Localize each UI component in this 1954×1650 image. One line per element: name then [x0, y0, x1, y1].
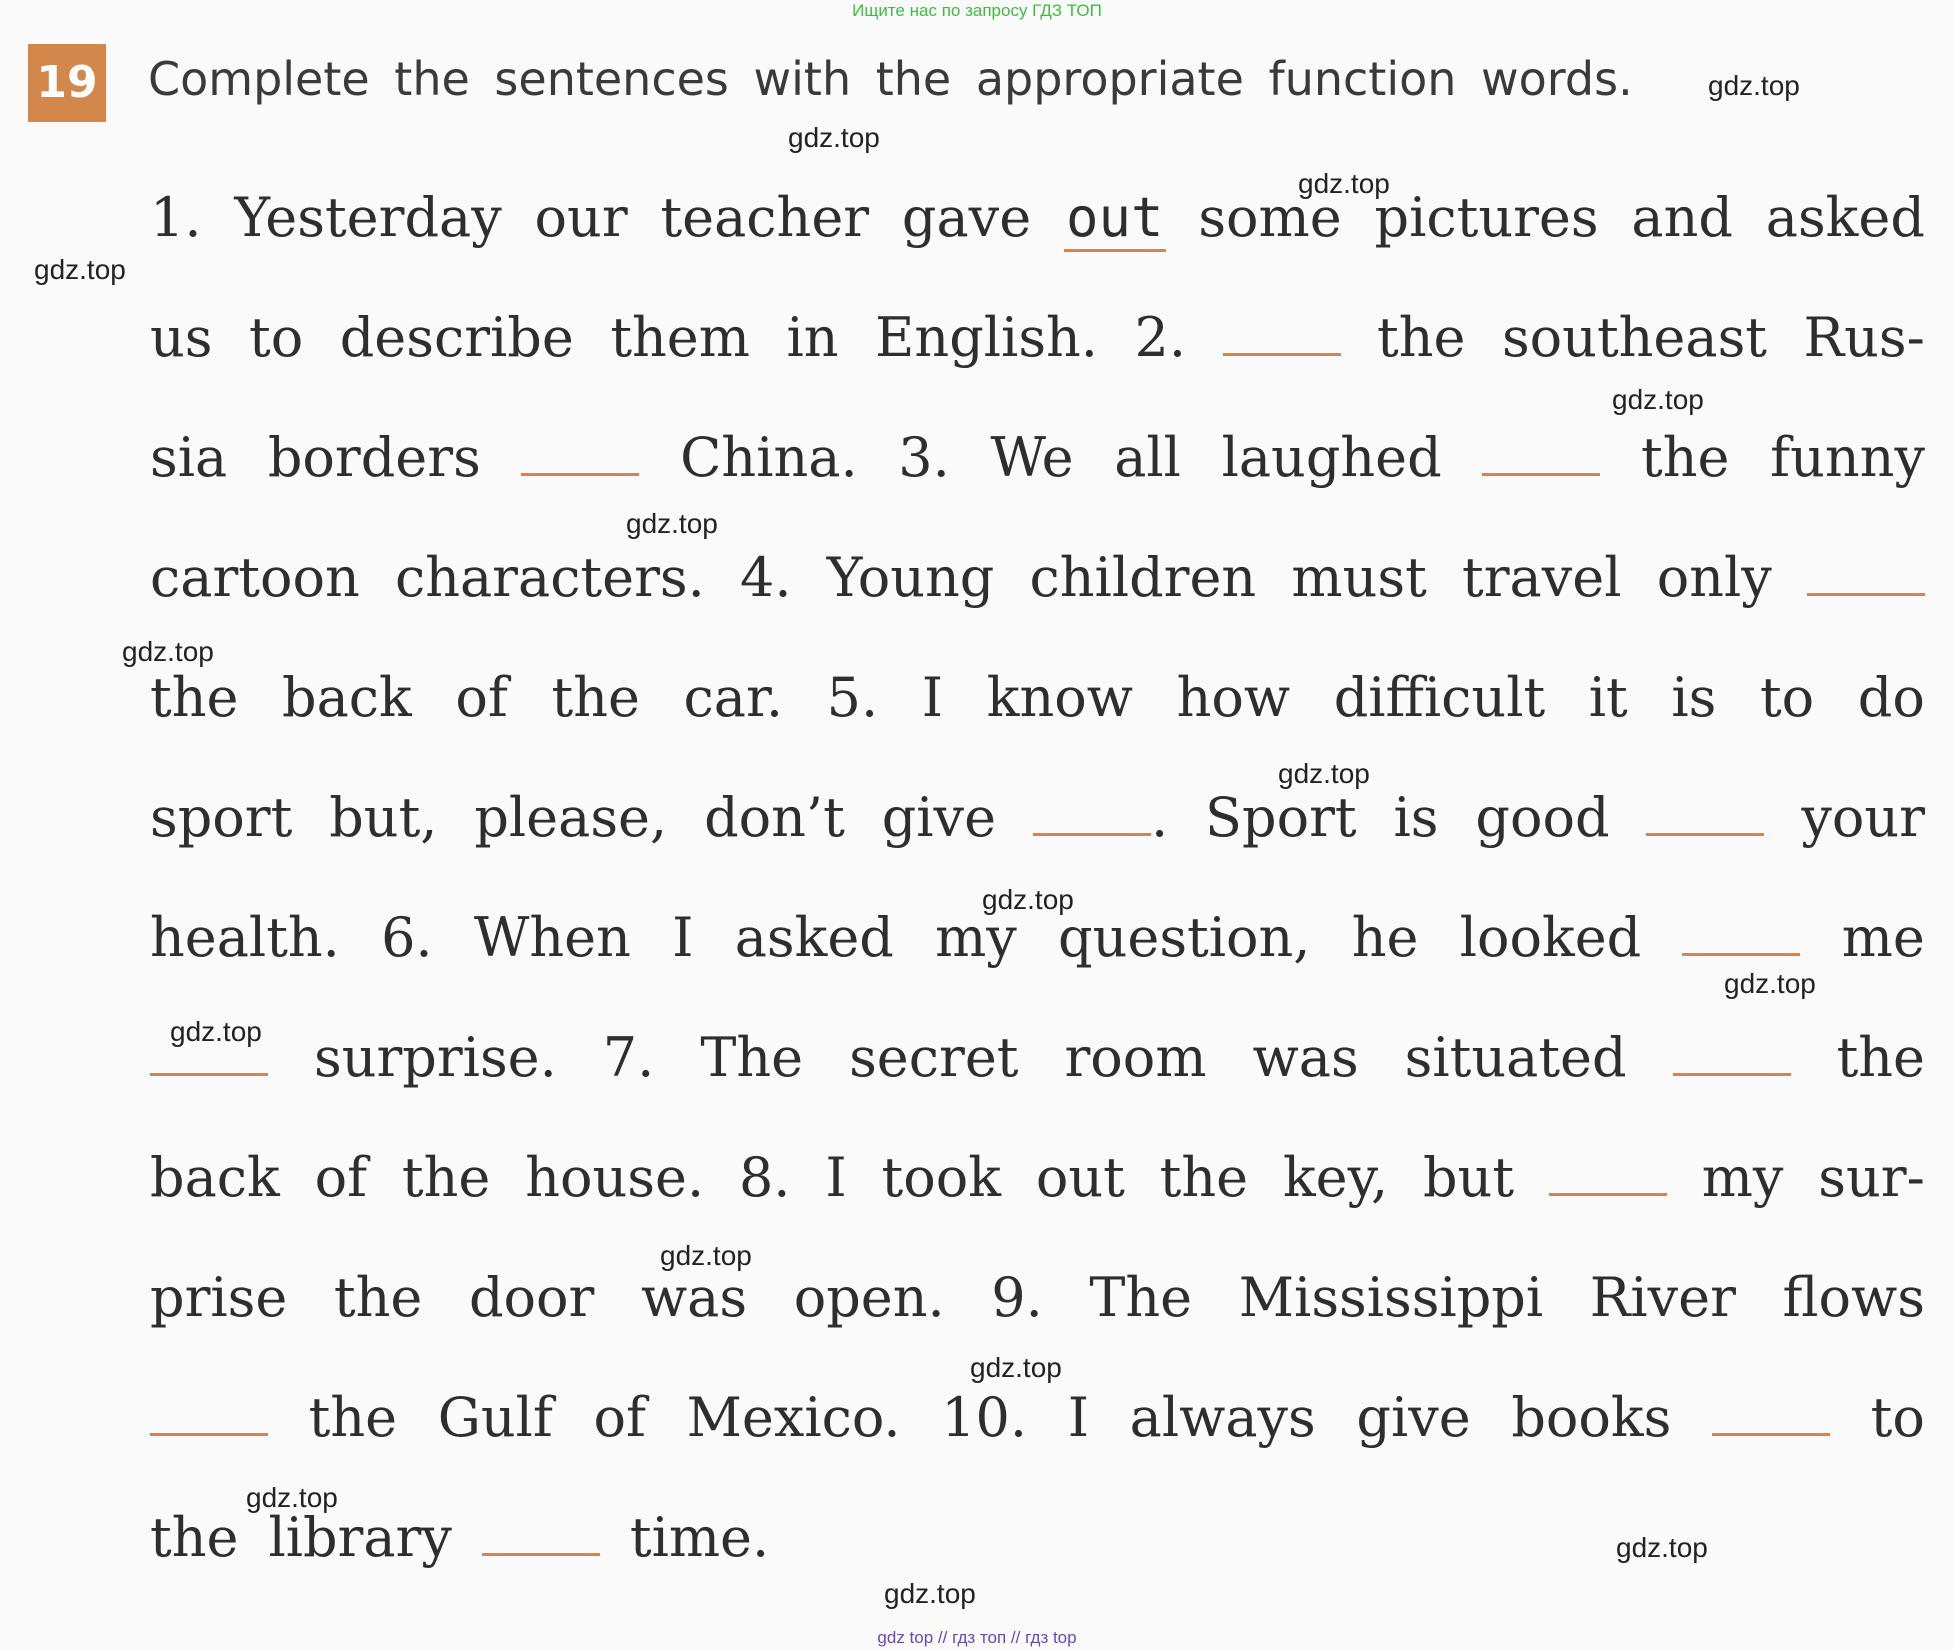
answer-blank: [1482, 426, 1600, 489]
watermark: gdz.top: [1616, 1532, 1708, 1563]
blank-underline: [150, 1053, 268, 1076]
word: took: [881, 1146, 1001, 1209]
watermark: gdz.top: [122, 636, 214, 667]
word: 6.: [381, 906, 433, 969]
word: only: [1656, 546, 1772, 609]
word: to: [1870, 1386, 1925, 1449]
answer-blank: [1549, 1146, 1667, 1209]
word: sia: [150, 426, 228, 489]
text-line: [150, 306, 1925, 369]
word: Mexico.: [686, 1386, 901, 1449]
watermark: gdz.top: [1298, 168, 1390, 199]
text-line: [150, 1266, 1925, 1329]
word: sur-: [1818, 1146, 1925, 1209]
word: is: [1393, 786, 1439, 849]
watermark: gdz.top: [1724, 968, 1816, 999]
header-banner[interactable]: Ищите нас по запросу ГДЗ ТОП: [852, 1, 1102, 20]
word: asked: [1765, 186, 1925, 249]
word: car.: [683, 666, 784, 729]
text-line: [150, 666, 1925, 729]
blank-underline: [1646, 813, 1764, 836]
word: time.: [629, 1506, 770, 1569]
word: the: [1641, 426, 1730, 489]
word: some: [1198, 186, 1342, 249]
word: the: [333, 1266, 423, 1329]
word: When: [473, 906, 631, 969]
word: the: [1159, 1146, 1249, 1209]
word: of: [455, 666, 508, 729]
word: I: [1067, 1386, 1090, 1449]
word: me: [1841, 906, 1925, 969]
word: 2.: [1134, 306, 1187, 369]
word: China.: [680, 426, 858, 489]
word: open.: [793, 1266, 945, 1329]
word: English.: [875, 306, 1098, 369]
word: 9.: [991, 1266, 1043, 1329]
word: health.: [150, 906, 340, 969]
word: teacher: [660, 186, 870, 249]
word: your: [1801, 786, 1925, 849]
word: Sport: [1205, 786, 1357, 849]
answer-blank: [482, 1506, 600, 1569]
word: Yesterday: [234, 186, 502, 249]
word: was: [1252, 1026, 1359, 1089]
word: travel: [1462, 546, 1622, 609]
word: all: [1114, 426, 1181, 489]
watermark: gdz.top: [170, 1016, 262, 1047]
word: us: [150, 306, 213, 369]
word: always: [1129, 1386, 1316, 1449]
task-number-badge: 19: [28, 44, 106, 122]
word: Mississippi: [1238, 1266, 1544, 1329]
word: library: [268, 1506, 452, 1569]
word: I: [825, 1146, 847, 1209]
text-line: [150, 786, 1925, 849]
word: but,: [329, 786, 438, 849]
watermark: gdz.top: [34, 254, 126, 285]
word: situated: [1404, 1026, 1627, 1089]
word: 10.: [941, 1386, 1028, 1449]
answer-blank: [1682, 906, 1800, 969]
blank-underline: [1033, 813, 1151, 836]
word: question,: [1058, 906, 1311, 969]
word: do: [1857, 666, 1925, 729]
word: southeast: [1501, 306, 1767, 369]
word: but: [1422, 1146, 1515, 1209]
word: The: [700, 1026, 804, 1089]
word: give: [881, 786, 997, 849]
word: books: [1511, 1386, 1672, 1449]
word: must: [1291, 546, 1427, 609]
answer-blank: [1712, 1386, 1830, 1449]
word: looked: [1459, 906, 1642, 969]
word: funny: [1770, 426, 1925, 489]
blank-underline: [1807, 573, 1925, 596]
watermark: gdz.top: [884, 1578, 976, 1609]
watermark: gdz.top: [970, 1352, 1062, 1383]
word: and: [1631, 186, 1733, 249]
blank-underline: [521, 453, 639, 476]
blank-underline: [1549, 1173, 1667, 1196]
text-line: [150, 1026, 1925, 1089]
word: secret: [849, 1026, 1019, 1089]
instruction-heading: Complete the sentences with the appropriate function words.: [148, 52, 1633, 106]
word: to: [249, 306, 304, 369]
word: surprise.: [314, 1026, 557, 1089]
word: 8.: [738, 1146, 791, 1209]
word: my: [1701, 1146, 1784, 1209]
word: please,: [474, 786, 668, 849]
word: out: [1035, 1146, 1125, 1209]
word: Gulf: [437, 1386, 553, 1449]
answer-blank: [1673, 1026, 1791, 1089]
word: I: [921, 666, 944, 729]
answer-blank: .: [1033, 786, 1168, 849]
word: to: [1759, 666, 1815, 729]
text-line: [150, 186, 1925, 252]
text-line: [150, 546, 1925, 609]
word: of: [314, 1146, 368, 1209]
word: laughed: [1221, 426, 1442, 489]
word: back: [282, 666, 412, 729]
word: borders: [267, 426, 481, 489]
watermark: gdz.top: [626, 508, 718, 539]
word: The: [1089, 1266, 1193, 1329]
word: the: [1836, 1026, 1925, 1089]
word: the: [150, 666, 239, 729]
answer-blank: [150, 1386, 268, 1449]
word: sport: [150, 786, 293, 849]
blank-underline: [1482, 453, 1600, 476]
watermark: gdz.top: [1612, 384, 1704, 415]
word: was: [640, 1266, 748, 1329]
word: he: [1351, 906, 1419, 969]
word: them: [610, 306, 750, 369]
word: it: [1588, 666, 1628, 729]
word: of: [593, 1386, 646, 1449]
watermark: gdz.top: [1708, 70, 1800, 101]
word: children: [1029, 546, 1257, 609]
word: 7.: [602, 1026, 655, 1089]
word: pictures: [1374, 186, 1599, 249]
text-line: [150, 426, 1925, 489]
word: the: [401, 1146, 491, 1209]
blank-underline: [1712, 1413, 1830, 1436]
word: 4.: [740, 546, 792, 609]
word: I: [672, 906, 694, 969]
word: 3.: [898, 426, 950, 489]
word: my: [935, 906, 1017, 969]
word: cartoon: [150, 546, 360, 609]
word: don’t: [704, 786, 845, 849]
text-line: [150, 1146, 1925, 1209]
word: how: [1176, 666, 1291, 729]
blank-underline: [1673, 1053, 1791, 1076]
word: the: [1377, 306, 1466, 369]
blank-underline: [1223, 333, 1341, 356]
blank-underline: [1682, 933, 1800, 956]
answer-blank: [521, 426, 639, 489]
word: describe: [339, 306, 574, 369]
word: River: [1589, 1266, 1736, 1329]
watermark: gdz.top: [1278, 758, 1370, 789]
word: We: [990, 426, 1074, 489]
word: prise: [150, 1266, 288, 1329]
word: the: [308, 1386, 398, 1449]
watermark: gdz.top: [982, 884, 1074, 915]
word: room: [1064, 1026, 1207, 1089]
word: the: [551, 666, 640, 729]
text-line: [150, 1386, 1925, 1449]
word: 1.: [150, 186, 202, 249]
watermark: gdz.top: [788, 122, 880, 153]
word: house.: [525, 1146, 705, 1209]
watermark: gdz.top: [660, 1240, 752, 1271]
word: flows: [1782, 1266, 1925, 1329]
word: door: [468, 1266, 595, 1329]
word: difficult: [1333, 666, 1546, 729]
watermark: gdz.top: [246, 1482, 338, 1513]
footer-banner[interactable]: gdz top // гдз топ // гдз top: [877, 1628, 1077, 1647]
word: gave: [901, 186, 1032, 249]
word: Rus-: [1803, 306, 1925, 369]
word: know: [986, 666, 1133, 729]
answer-blank: [1807, 546, 1925, 609]
word: our: [534, 186, 628, 249]
word: asked: [734, 906, 894, 969]
word: characters.: [394, 546, 705, 609]
word: 5.: [826, 666, 879, 729]
word: in: [786, 306, 839, 369]
word: give: [1356, 1386, 1471, 1449]
word: key,: [1282, 1146, 1389, 1209]
answer-blank: [1646, 786, 1764, 849]
word: the: [150, 1506, 239, 1569]
word: back: [150, 1146, 280, 1209]
word: good: [1475, 786, 1610, 849]
answer-blank: [1223, 306, 1341, 369]
blank-underline: [150, 1413, 268, 1436]
word: is: [1671, 666, 1717, 729]
filled-answer: out: [1064, 186, 1166, 252]
blank-underline: [482, 1533, 600, 1556]
word: Young: [826, 546, 995, 609]
